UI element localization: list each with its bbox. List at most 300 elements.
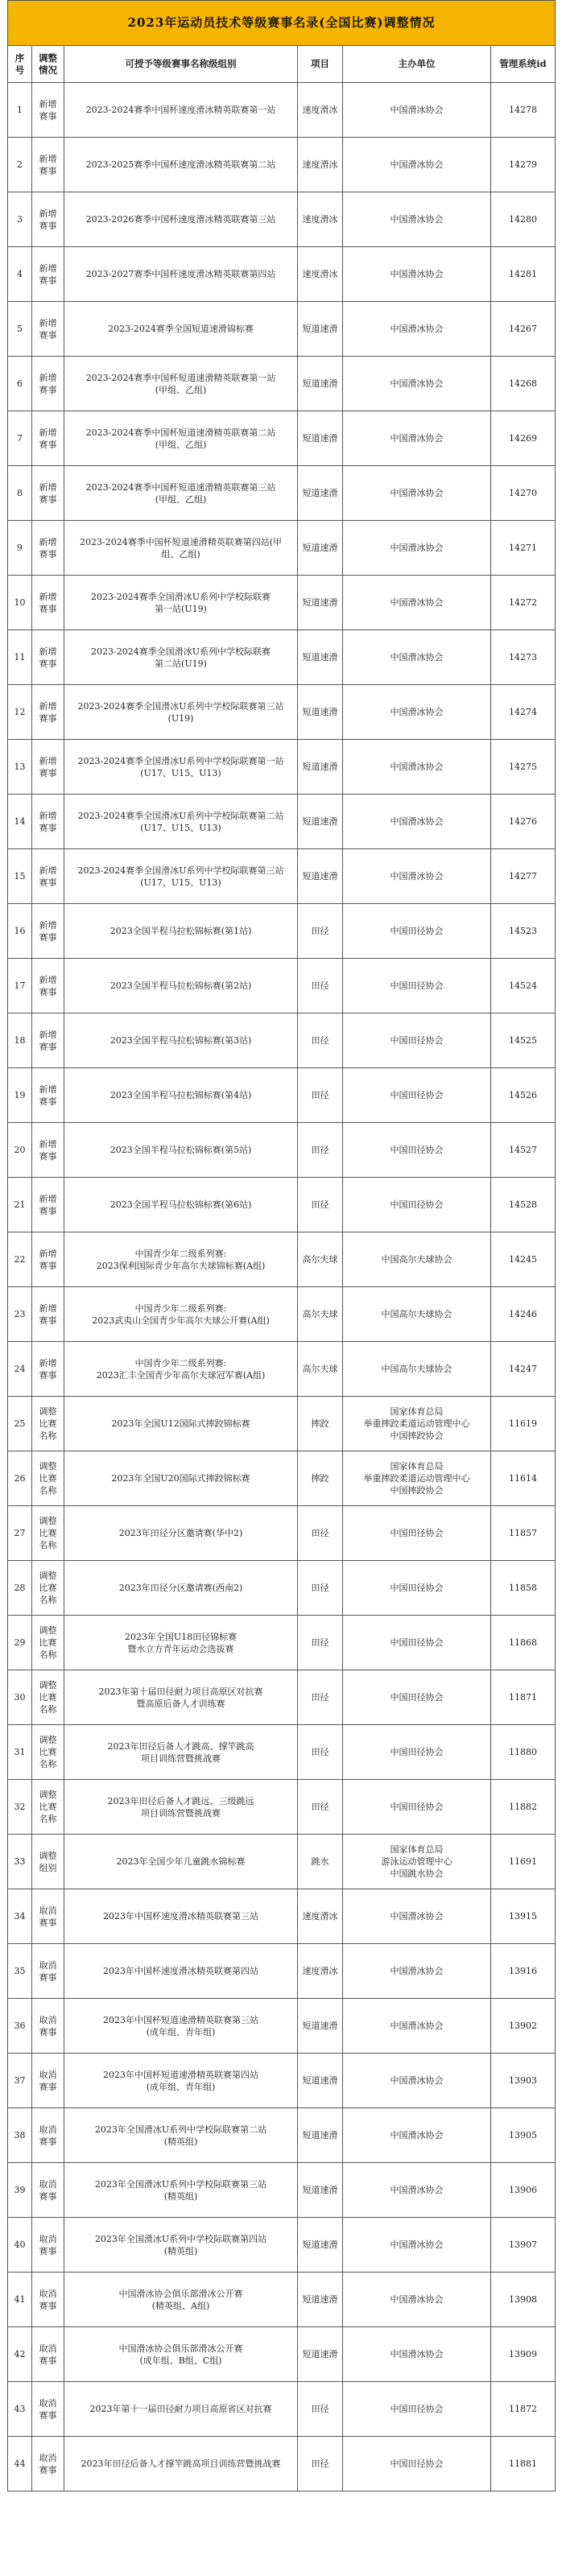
cell-no: 38 xyxy=(8,2108,32,2163)
cell-type: 新增赛事 xyxy=(32,1123,64,1178)
cell-project: 速度滑冰 xyxy=(298,192,343,247)
cell-project: 短道速滑 xyxy=(298,2163,343,2218)
cell-name: 2023年田径后备人才跳远、三级跳远 项目训练营暨挑战赛 xyxy=(64,1780,298,1835)
cell-type: 新增赛事 xyxy=(32,411,64,466)
cell-project: 摔跤 xyxy=(298,1397,343,1451)
cell-project: 短道速滑 xyxy=(298,576,343,630)
cell-name: 2023-2025赛季中国杯速度滑冰精英联赛第二站 xyxy=(64,138,298,192)
cell-id: 14275 xyxy=(491,740,556,795)
cell-id: 11691 xyxy=(491,1835,556,1889)
cell-name: 2023年田径后备人才撑竿跳高项目训练营暨挑战赛 xyxy=(64,2437,298,2491)
cell-id: 14273 xyxy=(491,630,556,685)
cell-id: 13902 xyxy=(491,1999,556,2054)
cell-org: 中国滑冰协会 xyxy=(343,630,491,685)
title-row xyxy=(8,1,556,46)
cell-id: 14246 xyxy=(491,1287,556,1342)
cell-no: 21 xyxy=(8,1178,32,1232)
cell-org: 中国滑冰协会 xyxy=(343,2273,491,2327)
cell-project: 田径 xyxy=(298,904,343,959)
cell-name: 中国青少年二级系列赛: 2023武夷山全国青少年高尔夫球公开赛(A组) xyxy=(64,1287,298,1342)
cell-org: 中国滑冰协会 xyxy=(343,2108,491,2163)
cell-project: 短道速滑 xyxy=(298,466,343,521)
cell-id: 11880 xyxy=(491,1725,556,1780)
cell-id: 14524 xyxy=(491,959,556,1013)
cell-org: 中国滑冰协会 xyxy=(343,138,491,192)
cell-name: 2023年全国少年儿童跳水锦标赛 xyxy=(64,1835,298,1889)
cell-id: 14245 xyxy=(491,1232,556,1287)
cell-type: 调整比赛名称 xyxy=(32,1561,64,1616)
table-row xyxy=(8,466,556,521)
cell-no: 1 xyxy=(8,83,32,138)
cell-org: 中国滑冰协会 xyxy=(343,357,491,411)
table-row xyxy=(8,1178,556,1232)
cell-org: 中国田径协会 xyxy=(343,1670,491,1725)
cell-name: 2023全国半程马拉松锦标赛(第5站) xyxy=(64,1123,298,1178)
cell-no: 41 xyxy=(8,2273,32,2327)
page-title: 2023年运动员技术等级赛事名录(全国比赛)调整情况 xyxy=(8,1,556,46)
cell-name: 2023年全国U12国际式摔跤锦标赛 xyxy=(64,1397,298,1451)
cell-type: 调整比赛名称 xyxy=(32,1397,64,1451)
cell-org: 中国田径协会 xyxy=(343,1616,491,1670)
cell-name: 2023年田径分区邀请赛(西南2) xyxy=(64,1561,298,1616)
table-body xyxy=(8,83,556,2491)
table-row xyxy=(8,1451,556,1506)
cell-org: 中国高尔夫球协会 xyxy=(343,1287,491,1342)
cell-id: 13908 xyxy=(491,2273,556,2327)
cell-id: 14271 xyxy=(491,521,556,576)
cell-name: 2023-2024赛季全国滑冰U系列中学校际联赛 第一站(U19) xyxy=(64,576,298,630)
cell-project: 短道速滑 xyxy=(298,740,343,795)
cell-project: 速度滑冰 xyxy=(298,138,343,192)
cell-project: 短道速滑 xyxy=(298,2054,343,2108)
table-row xyxy=(8,1397,556,1451)
cell-org: 中国滑冰协会 xyxy=(343,740,491,795)
cell-type: 新增赛事 xyxy=(32,192,64,247)
cell-no: 14 xyxy=(8,795,32,849)
cell-type: 取消赛事 xyxy=(32,2273,64,2327)
cell-org: 中国田径协会 xyxy=(343,1178,491,1232)
cell-id: 14268 xyxy=(491,357,556,411)
header-org: 主办单位 xyxy=(343,46,491,83)
table-row xyxy=(8,357,556,411)
cell-no: 17 xyxy=(8,959,32,1013)
cell-no: 27 xyxy=(8,1506,32,1561)
cell-org: 中国田径协会 xyxy=(343,1725,491,1780)
cell-type: 调整比赛名称 xyxy=(32,1451,64,1506)
cell-id: 14279 xyxy=(491,138,556,192)
table-row xyxy=(8,1616,556,1670)
header-id: 管理系统id xyxy=(491,46,556,83)
table-row xyxy=(8,1123,556,1178)
cell-id: 13909 xyxy=(491,2327,556,2382)
cell-project: 短道速滑 xyxy=(298,411,343,466)
cell-no: 9 xyxy=(8,521,32,576)
cell-no: 33 xyxy=(8,1835,32,1889)
cell-type: 新增赛事 xyxy=(32,521,64,576)
cell-type: 取消赛事 xyxy=(32,1944,64,1999)
cell-name: 中国青少年二级系列赛: 2023汇丰全国青少年高尔夫球冠军赛(A组) xyxy=(64,1342,298,1397)
table-row xyxy=(8,2273,556,2327)
cell-type: 取消赛事 xyxy=(32,2382,64,2437)
cell-id: 14526 xyxy=(491,1068,556,1123)
cell-type: 新增赛事 xyxy=(32,1013,64,1068)
cell-name: 2023年中国杯速度滑冰精英联赛第三站 xyxy=(64,1889,298,1944)
header-no: 序号 xyxy=(8,46,32,83)
cell-org: 中国高尔夫球协会 xyxy=(343,1232,491,1287)
cell-type: 调整比赛名称 xyxy=(32,1506,64,1561)
cell-project: 田径 xyxy=(298,2382,343,2437)
cell-org: 中国滑冰协会 xyxy=(343,685,491,740)
cell-org: 中国滑冰协会 xyxy=(343,302,491,357)
cell-org: 中国滑冰协会 xyxy=(343,466,491,521)
cell-name: 2023-2027赛季中国杯速度滑冰精英联赛第四站 xyxy=(64,247,298,302)
cell-org: 中国田径协会 xyxy=(343,1068,491,1123)
cell-no: 44 xyxy=(8,2437,32,2491)
cell-org: 中国田径协会 xyxy=(343,1561,491,1616)
cell-no: 42 xyxy=(8,2327,32,2382)
cell-no: 28 xyxy=(8,1561,32,1616)
cell-type: 取消赛事 xyxy=(32,2054,64,2108)
cell-project: 跳水 xyxy=(298,1835,343,1889)
cell-type: 新增赛事 xyxy=(32,83,64,138)
table-row xyxy=(8,795,556,849)
cell-id: 11871 xyxy=(491,1670,556,1725)
table-row xyxy=(8,2437,556,2491)
cell-name: 2023-2024赛季全国滑冰U系列中学校际联赛第二站 (U17、U15、U13) xyxy=(64,795,298,849)
table-row xyxy=(8,192,556,247)
table-row xyxy=(8,1780,556,1835)
cell-no: 26 xyxy=(8,1451,32,1506)
cell-project: 高尔夫球 xyxy=(298,1232,343,1287)
cell-org: 中国田径协会 xyxy=(343,959,491,1013)
cell-type: 调整比赛名称 xyxy=(32,1780,64,1835)
cell-type: 新增赛事 xyxy=(32,849,64,904)
cell-id: 14525 xyxy=(491,1013,556,1068)
table-row xyxy=(8,1889,556,1944)
table-row xyxy=(8,138,556,192)
cell-no: 10 xyxy=(8,576,32,630)
cell-no: 18 xyxy=(8,1013,32,1068)
table-row xyxy=(8,1999,556,2054)
cell-id: 14281 xyxy=(491,247,556,302)
cell-name: 中国滑冰协会俱乐部滑冰公开赛 (精英组、A组) xyxy=(64,2273,298,2327)
table-row xyxy=(8,1944,556,1999)
table-row xyxy=(8,740,556,795)
cell-id: 13915 xyxy=(491,1889,556,1944)
cell-project: 田径 xyxy=(298,1616,343,1670)
table-row xyxy=(8,1670,556,1725)
cell-no: 7 xyxy=(8,411,32,466)
cell-no: 37 xyxy=(8,2054,32,2108)
cell-id: 14280 xyxy=(491,192,556,247)
table-row xyxy=(8,302,556,357)
cell-org: 中国滑冰协会 xyxy=(343,1944,491,1999)
cell-no: 43 xyxy=(8,2382,32,2437)
cell-project: 田径 xyxy=(298,1561,343,1616)
cell-project: 短道速滑 xyxy=(298,1999,343,2054)
cell-name: 2023-2024赛季全国滑冰U系列中学校际联赛第一站 (U17、U15、U13) xyxy=(64,740,298,795)
table-row xyxy=(8,904,556,959)
cell-type: 新增赛事 xyxy=(32,1178,64,1232)
cell-org: 中国滑冰协会 xyxy=(343,411,491,466)
cell-id: 14270 xyxy=(491,466,556,521)
cell-no: 13 xyxy=(8,740,32,795)
cell-no: 25 xyxy=(8,1397,32,1451)
cell-org: 中国田径协会 xyxy=(343,904,491,959)
cell-project: 短道速滑 xyxy=(298,795,343,849)
cell-project: 田径 xyxy=(298,1780,343,1835)
cell-name: 2023-2026赛季中国杯速度滑冰精英联赛第三站 xyxy=(64,192,298,247)
cell-name: 2023-2024赛季中国杯速度滑冰精英联赛第一站 xyxy=(64,83,298,138)
cell-org: 中国滑冰协会 xyxy=(343,576,491,630)
cell-project: 短道速滑 xyxy=(298,2273,343,2327)
table-row xyxy=(8,576,556,630)
table-row xyxy=(8,1342,556,1397)
cell-id: 13906 xyxy=(491,2163,556,2218)
table-row xyxy=(8,247,556,302)
cell-project: 短道速滑 xyxy=(298,521,343,576)
cell-type: 取消赛事 xyxy=(32,2218,64,2273)
cell-id: 11619 xyxy=(491,1397,556,1451)
cell-id: 13907 xyxy=(491,2218,556,2273)
cell-project: 高尔夫球 xyxy=(298,1342,343,1397)
cell-no: 3 xyxy=(8,192,32,247)
cell-project: 速度滑冰 xyxy=(298,83,343,138)
cell-no: 39 xyxy=(8,2163,32,2218)
cell-type: 新增赛事 xyxy=(32,740,64,795)
cell-name: 2023年中国杯短道速滑精英联赛第四站 (成年组、青年组) xyxy=(64,2054,298,2108)
header-row xyxy=(8,46,556,83)
cell-id: 14269 xyxy=(491,411,556,466)
table-row xyxy=(8,2108,556,2163)
cell-project: 田径 xyxy=(298,1068,343,1123)
cell-project: 短道速滑 xyxy=(298,357,343,411)
cell-org: 中国田径协会 xyxy=(343,1013,491,1068)
cell-type: 调整比赛名称 xyxy=(32,1670,64,1725)
cell-project: 田径 xyxy=(298,2437,343,2491)
cell-type: 取消赛事 xyxy=(32,2327,64,2382)
cell-no: 35 xyxy=(8,1944,32,1999)
table-row xyxy=(8,849,556,904)
cell-no: 11 xyxy=(8,630,32,685)
cell-type: 取消赛事 xyxy=(32,1889,64,1944)
cell-type: 新增赛事 xyxy=(32,959,64,1013)
cell-name: 2023-2024赛季中国杯短道速滑精英联赛第一站 (甲组、乙组) xyxy=(64,357,298,411)
table-row xyxy=(8,521,556,576)
cell-type: 新增赛事 xyxy=(32,685,64,740)
cell-org: 中国田径协会 xyxy=(343,1780,491,1835)
cell-id: 14267 xyxy=(491,302,556,357)
cell-id: 14276 xyxy=(491,795,556,849)
cell-no: 24 xyxy=(8,1342,32,1397)
cell-name: 2023年第十一届田径耐力项目高原省区对抗赛 xyxy=(64,2382,298,2437)
cell-org: 中国滑冰协会 xyxy=(343,2054,491,2108)
table-row xyxy=(8,2054,556,2108)
cell-name: 2023-2024赛季中国杯短道速滑精英联赛第二站 (甲组、乙组) xyxy=(64,411,298,466)
cell-org: 中国滑冰协会 xyxy=(343,2327,491,2382)
cell-project: 短道速滑 xyxy=(298,2327,343,2382)
cell-id: 14527 xyxy=(491,1123,556,1178)
cell-project: 速度滑冰 xyxy=(298,247,343,302)
cell-no: 22 xyxy=(8,1232,32,1287)
cell-name: 2023全国半程马拉松锦标赛(第1站) xyxy=(64,904,298,959)
cell-no: 23 xyxy=(8,1287,32,1342)
cell-org: 中国滑冰协会 xyxy=(343,1889,491,1944)
header-project: 项目 xyxy=(298,46,343,83)
cell-org: 国家体育总局 举重摔跤柔道运动管理中心 中国摔跤协会 xyxy=(343,1397,491,1451)
cell-type: 新增赛事 xyxy=(32,138,64,192)
cell-project: 短道速滑 xyxy=(298,302,343,357)
cell-name: 2023全国半程马拉松锦标赛(第6站) xyxy=(64,1178,298,1232)
cell-project: 田径 xyxy=(298,1725,343,1780)
cell-type: 新增赛事 xyxy=(32,630,64,685)
cell-type: 新增赛事 xyxy=(32,576,64,630)
cell-project: 速度滑冰 xyxy=(298,1889,343,1944)
cell-project: 田径 xyxy=(298,959,343,1013)
cell-id: 14277 xyxy=(491,849,556,904)
cell-id: 11872 xyxy=(491,2382,556,2437)
cell-no: 5 xyxy=(8,302,32,357)
cell-name: 2023全国半程马拉松锦标赛(第2站) xyxy=(64,959,298,1013)
document xyxy=(7,0,555,2491)
cell-name: 2023-2024赛季全国滑冰U系列中学校际联赛第三站 (U17、U15、U13) xyxy=(64,849,298,904)
cell-name: 2023全国半程马拉松锦标赛(第3站) xyxy=(64,1013,298,1068)
cell-no: 40 xyxy=(8,2218,32,2273)
cell-id: 11882 xyxy=(491,1780,556,1835)
cell-project: 田径 xyxy=(298,1013,343,1068)
table-row xyxy=(8,1232,556,1287)
cell-type: 新增赛事 xyxy=(32,247,64,302)
table-row xyxy=(8,1013,556,1068)
cell-project: 短道速滑 xyxy=(298,2218,343,2273)
cell-id: 14247 xyxy=(491,1342,556,1397)
cell-type: 新增赛事 xyxy=(32,302,64,357)
cell-project: 田径 xyxy=(298,1178,343,1232)
cell-type: 新增赛事 xyxy=(32,1287,64,1342)
table-row xyxy=(8,2163,556,2218)
cell-name: 中国青少年二级系列赛: 2023保利国际青少年高尔夫球锦标赛(A组) xyxy=(64,1232,298,1287)
cell-type: 新增赛事 xyxy=(32,904,64,959)
cell-org: 中国田径协会 xyxy=(343,2382,491,2437)
cell-no: 15 xyxy=(8,849,32,904)
cell-no: 6 xyxy=(8,357,32,411)
table-row xyxy=(8,1561,556,1616)
cell-no: 30 xyxy=(8,1670,32,1725)
cell-id: 14274 xyxy=(491,685,556,740)
cell-org: 中国田径协会 xyxy=(343,1123,491,1178)
cell-org: 国家体育总局 游泳运动管理中心 中国跳水协会 xyxy=(343,1835,491,1889)
cell-no: 32 xyxy=(8,1780,32,1835)
cell-org: 中国滑冰协会 xyxy=(343,192,491,247)
cell-org: 中国滑冰协会 xyxy=(343,83,491,138)
adjustment-table xyxy=(7,0,556,2491)
cell-org: 中国田径协会 xyxy=(343,1506,491,1561)
cell-no: 4 xyxy=(8,247,32,302)
cell-id: 11858 xyxy=(491,1561,556,1616)
cell-name: 2023年田径分区邀请赛(华中2) xyxy=(64,1506,298,1561)
cell-type: 取消赛事 xyxy=(32,2108,64,2163)
table-row xyxy=(8,83,556,138)
cell-name: 2023-2024赛季全国短道速滑锦标赛 xyxy=(64,302,298,357)
header-name: 可授予等级赛事名称级组别 xyxy=(64,46,298,83)
cell-no: 16 xyxy=(8,904,32,959)
table-row xyxy=(8,959,556,1013)
cell-no: 8 xyxy=(8,466,32,521)
cell-type: 新增赛事 xyxy=(32,795,64,849)
cell-project: 田径 xyxy=(298,1670,343,1725)
cell-name: 2023年全国滑冰U系列中学校际联赛第四站 (精英组) xyxy=(64,2218,298,2273)
cell-org: 中国滑冰协会 xyxy=(343,1999,491,2054)
cell-type: 新增赛事 xyxy=(32,357,64,411)
table-row xyxy=(8,2327,556,2382)
table-row xyxy=(8,411,556,466)
cell-project: 短道速滑 xyxy=(298,849,343,904)
cell-no: 20 xyxy=(8,1123,32,1178)
cell-org: 中国滑冰协会 xyxy=(343,247,491,302)
cell-type: 新增赛事 xyxy=(32,1232,64,1287)
cell-type: 取消赛事 xyxy=(32,2437,64,2491)
cell-id: 11857 xyxy=(491,1506,556,1561)
table-row xyxy=(8,1506,556,1561)
cell-org: 中国滑冰协会 xyxy=(343,2163,491,2218)
cell-org: 国家体育总局 举重摔跤柔道运动管理中心 中国摔跤协会 xyxy=(343,1451,491,1506)
cell-org: 中国滑冰协会 xyxy=(343,521,491,576)
cell-no: 34 xyxy=(8,1889,32,1944)
cell-type: 新增赛事 xyxy=(32,1342,64,1397)
header-type: 调整情况 xyxy=(32,46,64,83)
cell-no: 36 xyxy=(8,1999,32,2054)
cell-project: 田径 xyxy=(298,1123,343,1178)
cell-name: 2023年中国杯短道速滑精英联赛第三站 (成年组、青年组) xyxy=(64,1999,298,2054)
cell-name: 2023年全国滑冰U系列中学校际联赛第二站 (精英组) xyxy=(64,2108,298,2163)
cell-org: 中国田径协会 xyxy=(343,2437,491,2491)
cell-type: 取消赛事 xyxy=(32,1999,64,2054)
cell-name: 2023年田径后备人才跳高、撑竿跳高 项目训练营暨挑战赛 xyxy=(64,1725,298,1780)
cell-name: 2023年第十届田径耐力项目高原区对抗赛 暨高原后备人才训练赛 xyxy=(64,1670,298,1725)
cell-id: 13903 xyxy=(491,2054,556,2108)
cell-org: 中国滑冰协会 xyxy=(343,2218,491,2273)
cell-id: 14278 xyxy=(491,83,556,138)
table-row xyxy=(8,2218,556,2273)
cell-org: 中国滑冰协会 xyxy=(343,849,491,904)
cell-project: 高尔夫球 xyxy=(298,1287,343,1342)
cell-no: 2 xyxy=(8,138,32,192)
cell-project: 速度滑冰 xyxy=(298,1944,343,1999)
cell-id: 13916 xyxy=(491,1944,556,1999)
cell-name: 2023-2024赛季中国杯短道速滑精英联赛第三站 (甲组、乙组) xyxy=(64,466,298,521)
cell-name: 2023年中国杯速度滑冰精英联赛第四站 xyxy=(64,1944,298,1999)
cell-org: 中国滑冰协会 xyxy=(343,795,491,849)
table-row xyxy=(8,685,556,740)
cell-org: 中国高尔夫球协会 xyxy=(343,1342,491,1397)
cell-name: 2023年全国U18田径锦标赛 暨水立方青年运动会选拔赛 xyxy=(64,1616,298,1670)
cell-name: 2023年全国U20国际式摔跤锦标赛 xyxy=(64,1451,298,1506)
table-row xyxy=(8,1835,556,1889)
cell-id: 11868 xyxy=(491,1616,556,1670)
cell-project: 田径 xyxy=(298,1506,343,1561)
cell-name: 中国滑冰协会俱乐部滑冰公开赛 (成年组、B组、C组) xyxy=(64,2327,298,2382)
cell-type: 调整比赛名称 xyxy=(32,1616,64,1670)
cell-type: 取消赛事 xyxy=(32,2163,64,2218)
table-row xyxy=(8,1287,556,1342)
cell-no: 19 xyxy=(8,1068,32,1123)
cell-name: 2023-2024赛季全国滑冰U系列中学校际联赛第三站 (U19) xyxy=(64,685,298,740)
cell-id: 11881 xyxy=(491,2437,556,2491)
table-row xyxy=(8,1725,556,1780)
cell-project: 短道速滑 xyxy=(298,2108,343,2163)
cell-project: 短道速滑 xyxy=(298,630,343,685)
cell-id: 14528 xyxy=(491,1178,556,1232)
